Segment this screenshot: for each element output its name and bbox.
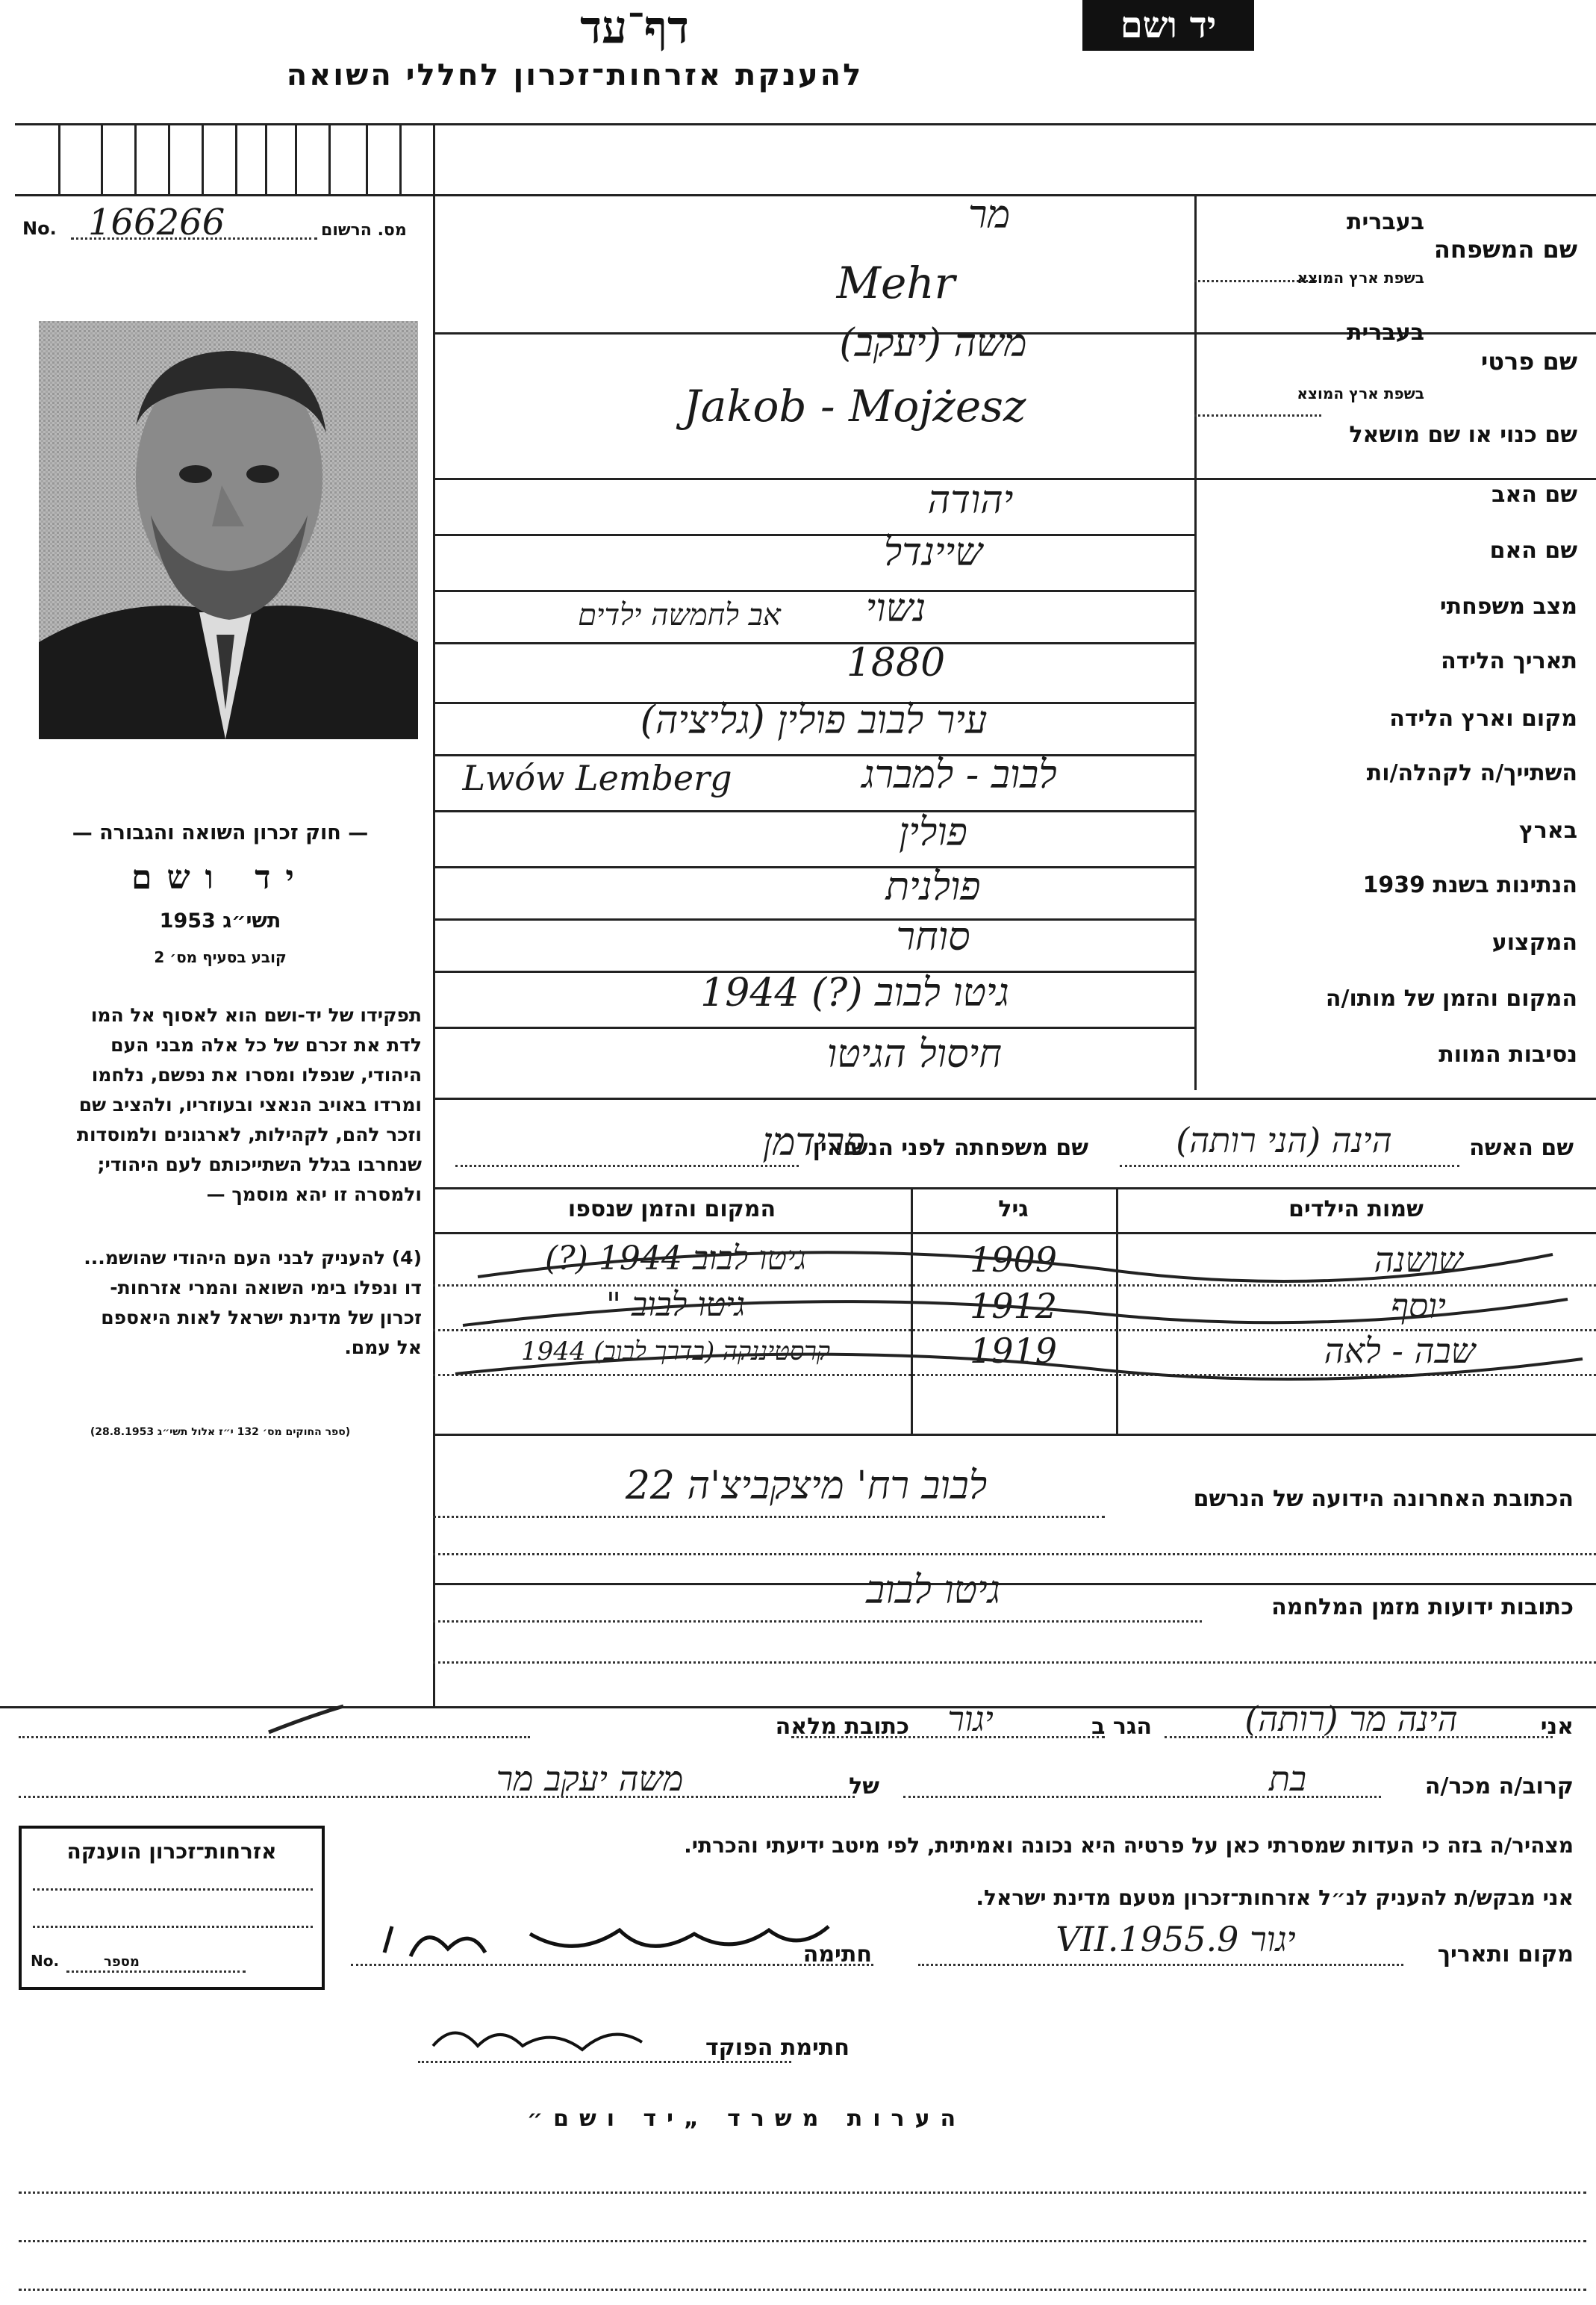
yad-vashem-logo (1082, 0, 1254, 51)
decl-signature-label: חתימה (802, 1941, 872, 1968)
marital-note: אב לחמשה ילדים (578, 598, 781, 632)
last-address-label: הכתובת האחרונה הידועה של הנרשם (1193, 1486, 1574, 1512)
community-value: לבוב - למברג (861, 753, 1057, 797)
wife-maiden-value: פרידמן (762, 1120, 865, 1165)
birth-place-value: עיר לבוב פולין (גליציה) (640, 698, 988, 743)
table-row-child-age: 1919 (969, 1331, 1058, 1371)
birth-date-label: תאריך הלידה (1441, 648, 1577, 674)
decl-statement-1: מצהיר/ה בזה כי העדות שמסרתי כאן על פרטיה היא נכונה ואמיתית, לפי מיטב ידיעתי והכרתי. (684, 1833, 1574, 1858)
law-line-2: אל עמם. (344, 1337, 422, 1358)
law-line-2: זכרון של מדינת ישראל לאות היאספם (101, 1307, 422, 1328)
wife-value: הינה (הני רותה) (1176, 1120, 1392, 1160)
footer-notes: הערות משרד „יד ושם״ (526, 2106, 967, 2132)
decl-of-label: של (849, 1773, 879, 1799)
father-value: יהודה (927, 478, 1014, 523)
form-title: דף־עד (580, 1, 689, 54)
country-value: פולין (899, 810, 967, 855)
occupation-value: סוחר (896, 915, 970, 959)
decl-residing: הגר ב (1091, 1714, 1152, 1740)
marital-label: מצב משפחתי (1439, 594, 1577, 620)
law-line: לדת את זכרם של כל אלה מבני העם (110, 1034, 422, 1056)
family-name-hebrew-label: בעברית (1347, 209, 1424, 235)
form-subtitle: להענקת אזרחות־זכרון לחללי השואה (286, 58, 864, 93)
occupation-label: המקצוע (1491, 930, 1577, 956)
signature (381, 1919, 844, 1964)
first-name-hebrew-value: משה (יעקב) (839, 321, 1027, 366)
law-line: ומרדו באויב הנאצי ובעוזריו, ולהציב שם (78, 1094, 422, 1116)
citizenship-value: פולנית (885, 865, 981, 909)
stamp-box-no: No. (31, 1952, 60, 1970)
first-name-hebrew-label: בעברית (1347, 320, 1424, 346)
law-line: שנחרבו בגלל השתייכותם לעם היהודי; (97, 1154, 422, 1175)
birth-place-label: מקום וארץ הלידה (1389, 706, 1577, 732)
stamp-box (19, 1826, 325, 1990)
official-signature (426, 2016, 649, 2061)
children-header-place: המקום והזמן שנספו (567, 1196, 776, 1222)
marital-value: נשוי (865, 586, 926, 631)
family-name-origin-label: בשפת ארץ המוצא (1297, 269, 1424, 287)
family-name-label: שם המשפחה (1433, 235, 1577, 264)
official-signature-scribble (426, 2016, 649, 2061)
decl-full-address: כתובת מלאה (775, 1714, 909, 1740)
table-row-child-age: 1909 (969, 1239, 1058, 1280)
table-row-child-place: גיטו לבוב 1944 (?) (544, 1239, 807, 1278)
table-row-child-place: גיטו לבוב " (605, 1286, 746, 1324)
death-label: המקום והזמן של מותו/ה (1325, 986, 1577, 1012)
law-line: תפקידו של יד-ושם הוא לאסוף אל המו (90, 1004, 422, 1026)
registration-prefix: No. (22, 218, 57, 239)
portrait-photo (39, 321, 418, 739)
stamp-box-number-label: מספר (104, 1954, 140, 1970)
table-row-child-name: שבה - לאה (1324, 1331, 1476, 1371)
law-line: היהודי, שנפלו ומסרו את נפשם, נלחמו (91, 1064, 422, 1086)
signature-scribble (381, 1919, 844, 1964)
decl-ani: אני (1540, 1714, 1574, 1740)
country-label: בארץ (1518, 818, 1577, 844)
children-header-names: שמות הילדים (1288, 1196, 1424, 1222)
war-addresses-value: גיטו לבוב (866, 1568, 1000, 1613)
decl-scribble (261, 1702, 351, 1740)
stamp-box-title: אזרחות־זכרון הוענקה (66, 1839, 277, 1864)
registration-label: מס. הרשום (321, 221, 407, 240)
community-label: השתייך/ה לקהלה/ות (1366, 760, 1577, 786)
law-line-2: דו ונפלו בימי השואה והמרי אזרחות- (110, 1277, 422, 1298)
nickname-label: שם כנוי או שם מושאל (1349, 422, 1577, 448)
decl-relative-label: קרוב/ה מכר/ה (1424, 1773, 1574, 1799)
wife-maiden-label: שם משפחתה לפני הנשואין (812, 1135, 1088, 1161)
death-value: גיטו לבוב (?) 1944 (700, 971, 1009, 1015)
table-row-child-place: קרסטיננקה (בדרך לבוב) 1944 (520, 1337, 831, 1366)
community-origin-value: Lwów Lemberg (462, 758, 732, 798)
law-line: ולמסרה זו יהא מוסמך — (206, 1183, 422, 1205)
children-header-age: גיל (998, 1196, 1029, 1222)
strike-marks (433, 1187, 1596, 1434)
decl-statement-2: אני מבקש/ת להעניק לנ״ל אזרחות־זכרון מטעם מדינת ישראל. (976, 1885, 1574, 1910)
law-clause: קובע בסעיף מס׳ 2 (154, 948, 287, 966)
decl-place-date-value: יגור 9.VII.1955 (1056, 1919, 1296, 1959)
law-footnote: (ספר החוקים מס׳ 132 י״ז אלול תשי״ג 28.8.1953) (90, 1426, 351, 1438)
logo-text: יד ושם (1120, 4, 1217, 46)
law-title: — חוק זכרון השואה והגבורה — (72, 821, 369, 844)
circumstances-label: נסיבות המוות (1438, 1042, 1577, 1068)
father-label: שם האב (1491, 482, 1577, 508)
mother-label: שם האם (1489, 538, 1577, 564)
table-row-child-name: יוסף (1391, 1286, 1446, 1326)
last-address-value: לבוב רח' מיצקביצ'ה 22 (625, 1463, 988, 1508)
decl-of-value: משה יעקב מר (496, 1758, 684, 1799)
circumstances-value: חיסול הגיטו (826, 1032, 1003, 1077)
official-signature-label: חתימת הפוקד (705, 2035, 850, 2061)
table-row-child-age: 1912 (969, 1286, 1058, 1326)
birth-date-value: 1880 (846, 641, 946, 685)
family-name-hebrew-value: מר (967, 193, 1011, 237)
wife-label: שם האשה (1469, 1135, 1574, 1161)
decl-relation-value: בת (1268, 1758, 1307, 1799)
decl-name-value: הינה מר (רותה) (1244, 1699, 1458, 1739)
law-line: וזכר להם, לקהילות, לארגונים ולמוסדות (76, 1124, 422, 1145)
table-row-child-name: שושנה (1374, 1239, 1463, 1280)
first-name-origin-value: Jakob - Mojżesz (683, 381, 1026, 432)
law-org-name: יד ושם (131, 859, 309, 897)
first-name-label: שם פרטי (1480, 347, 1577, 376)
portrait-image (39, 321, 418, 739)
registration-number: 166266 (88, 202, 225, 243)
law-line-2: (4) להעניק לבני העם היהודי שהושמ... (84, 1247, 422, 1269)
decl-city-value: יגור (947, 1699, 994, 1739)
decl-place-date-label: מקום ותאריך (1437, 1941, 1574, 1968)
law-year: תשי״ג 1953 (159, 909, 281, 933)
citizenship-label: הנתינות בשנת 1939 (1362, 872, 1577, 898)
family-name-origin-value: Mehr (836, 258, 956, 308)
mother-value: שיינדל (883, 530, 983, 575)
first-name-origin-label: בשפת ארץ המוצא (1297, 385, 1424, 402)
war-addresses-label: כתובות ידועות מזמן המלחמה (1271, 1594, 1574, 1620)
